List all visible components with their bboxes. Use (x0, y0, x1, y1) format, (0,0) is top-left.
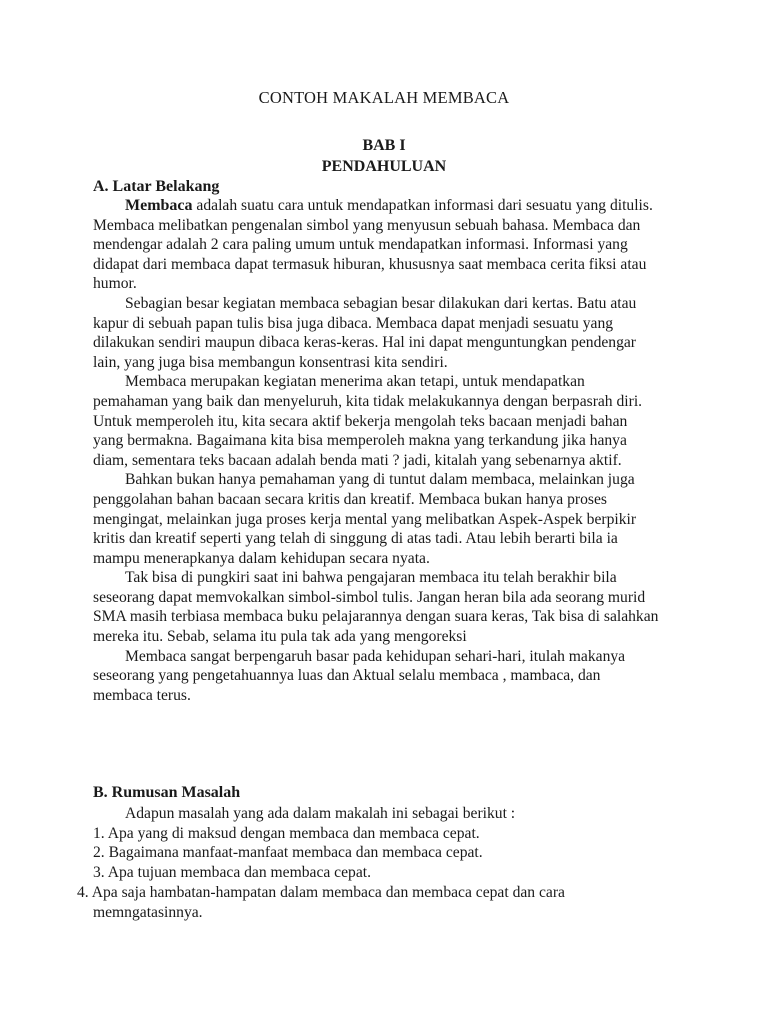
problem-list (93, 824, 661, 883)
list-item-4 (77, 883, 667, 922)
list-item-text: Bagaimana manfaat-manfaat membaca dan membaca cepat. (104, 844, 483, 862)
list-item (93, 824, 661, 844)
list-item-text: Apa tujuan membaca dan membaca cepat. (104, 863, 371, 881)
paragraph-1 (93, 196, 661, 294)
paragraph-1-text: adalah suatu cara untuk mendapatkan informasi dari sesuatu yang ditulis. Membaca melibatkan pengenalan simbol yang menyusun sebuah bahasa. Membaca dan mendengar adalah 2 cara paling umum untuk mendapatkan informasi. Informasi yang didapat dari membaca dapat termasuk hiburan, khususnya saat membaca cerita fiksi atau humor. (93, 197, 653, 293)
list-item-number: 4. (77, 884, 89, 901)
section-b-heading: B. Rumusan Masalah (93, 784, 241, 801)
chapter-title: PENDAHULUAN (321, 158, 447, 175)
paragraph-5: Tak bisa di pungkiri saat ini bahwa pengajaran membaca itu telah berakhir bila seseorang dapat memvokalkan simbol-simbol tulis. Jangan heran bila ada seorang murid SMA masih terbiasa membaca buku pelajarannya dengan suara keras, Tak bisa di salahkan mereka itu. Sebab, selama itu pula tak ada yang mengoreksi (93, 569, 659, 646)
section-b-intro: Adapun masalah yang ada dalam makalah ini sebagai berikut : (125, 805, 516, 822)
list-item-text: Apa yang di maksud dengan membaca dan membaca cepat. (104, 824, 480, 842)
list-item-number: 2. (93, 844, 105, 862)
chapter-number: BAB I (362, 137, 406, 154)
section-a-body (93, 196, 661, 705)
list-item-continuation: memngatasinnya. (93, 903, 203, 921)
list-item-number: 1. (93, 824, 105, 842)
list-item-number: 3. (93, 863, 105, 881)
paragraph-6: Membaca sangat berpengaruh basar pada kehidupan sehari-hari, itulah makanya seseorang yang pengetahuannya luas dan Aktual selalu membaca , mambaca, dan membaca terus. (93, 647, 626, 704)
paragraph-3: Membaca merupakan kegiatan menerima akan tetapi, untuk mendapatkan pemahaman yang baik dan menyeluruh, kita tidak melakukannya dengan berpasrah diri. Untuk memperoleh itu, kita secara aktif bekerja mengolah teks bacaan menjadi bahan yang bermakna. Bagaimana kita bisa memperoleh makna yang terkandung jika hanya diam, sementara teks bacaan adalah benda mati ? jadi, kitalah yang sebenarnya aktif. (93, 373, 643, 469)
list-item (93, 863, 661, 883)
list-item-text: Apa saja hambatan-hampatan dalam membaca dan membaca cepat dan cara (88, 884, 565, 901)
paragraph-1-lead: Membaca (125, 197, 193, 214)
section-b-body (93, 804, 661, 882)
paragraph-4: Bahkan bukan hanya pemahaman yang di tuntut dalam membaca, melainkan juga penggolahan bahan bacaan secara kritis dan kreatif. Membaca bukan hanya proses mengingat, melainkan juga proses kerja mental yang melibatkan Aspek-Aspek berpikir kritis dan kreatif seperti yang telah di singgung di atas tadi. Atau lebih berarti bila ia mampu menerapkanya dalam kehidupan secara nyata. (93, 471, 637, 567)
list-item (93, 843, 661, 863)
paragraph-2: Sebagian besar kegiatan membaca sebagian besar dilakukan dari kertas. Batu atau kapur di sebuah papan tulis bisa juga dibaca. Membaca dapat menjadi sesuatu yang dilakukan sendiri maupun dibaca keras-keras. Hal ini dapat menguntungkan pendengar lain, yang juga bisa membangun konsentrasi kita sendiri. (93, 294, 637, 371)
document-title: CONTOH MAKALAH MEMBACA (258, 88, 510, 107)
section-a-heading: A. Latar Belakang (93, 178, 220, 195)
